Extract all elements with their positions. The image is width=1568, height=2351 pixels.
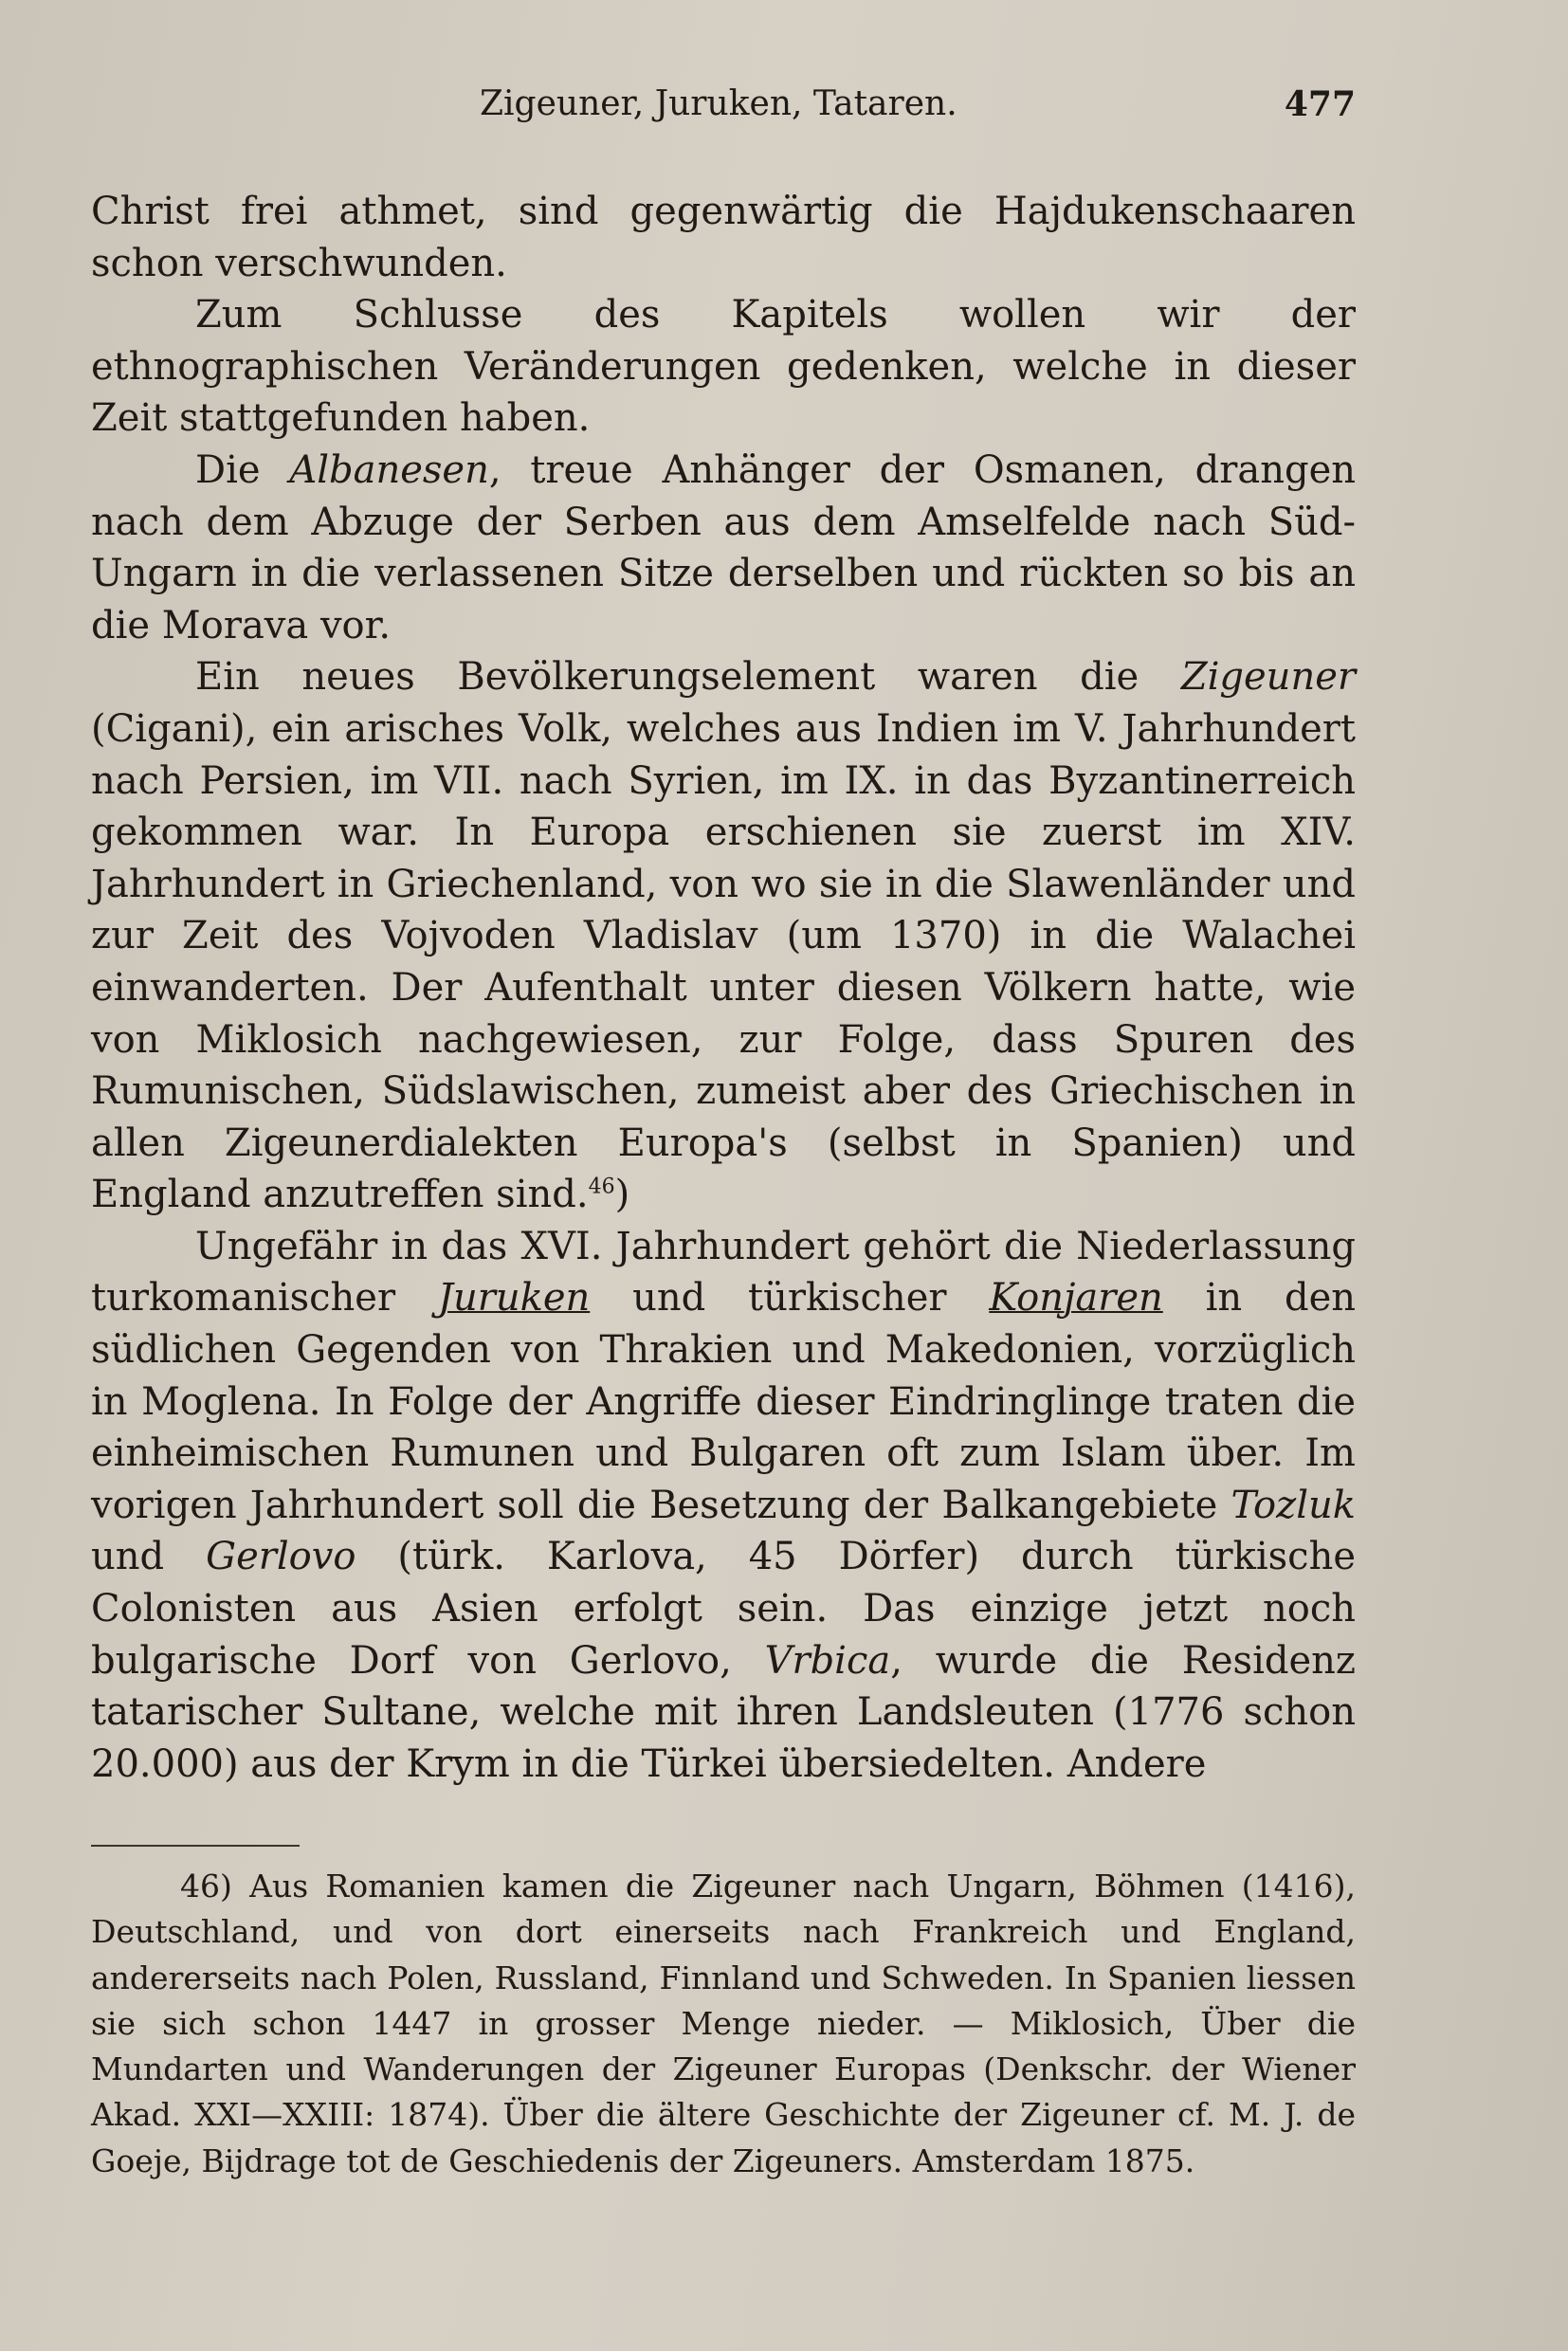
term-juruken-text: Juruken (437, 1276, 591, 1321)
paragraph-4 (91, 651, 1356, 1221)
footnote-46 (91, 1864, 1356, 2184)
term-konjaren (989, 1276, 1162, 1320)
term-vrbica: Vrbica (764, 1638, 891, 1683)
paragraph-2: Zum Schlusse des Kapitels wollen wir der ethnographischen Veränderungen gedenken, welche in dieser Zeit stattgefunden haben. (91, 293, 1356, 441)
footnote-divider (91, 1845, 300, 1847)
page-number: 477 (1284, 84, 1356, 124)
footnotes (91, 1864, 1356, 2184)
footnote-reference: 46 (588, 1175, 615, 1199)
p5-e: (türk. Karlova, 45 Dörfer) durch türkische Colonisten aus Asien erfolgt sein. Das einzige jetzt noch bulgarische Dorf von Gerlovo, (91, 1535, 1357, 1683)
p5-a: Ungefähr in das XVI. Jahrhundert gehört die Niederlassung turkomanischer (91, 1224, 1356, 1321)
paragraph-1: Christ frei athmet, sind gegenwärtig die Hajdukenschaaren schon verschwunden. (91, 190, 1356, 285)
paragraph-5 (91, 1221, 1356, 1791)
p3-rest: , treue Anhänger der Osmanen, drangen nach dem Abzuge der Serben aus dem Amselfelde nach Süd-Ungarn in die verlassenen Sitze derselben und rückten so bis an die Morava vor. (91, 447, 1356, 647)
term-tozluk: Tozluk (1231, 1483, 1356, 1527)
p3-prefix: Die (195, 447, 290, 492)
p5-d: und (91, 1535, 207, 1579)
term-juruken (438, 1276, 590, 1320)
body-text (91, 186, 1356, 1790)
paragraph-3 (91, 445, 1356, 651)
p4-rest: (Cigani), ein arisches Volk, welches aus Indien im V. Jahrhundert nach Persien, im VII. nach Syrien, im IX. in das Byzantinerreich gekommen war. In Europa erschienen sie zuerst im XIV. Jahrhundert in Griechenland, von wo sie in die Slawenländer und zur Zeit des Vojvoden Vladislav (um 1370) in die Walachei einwanderten. Der Aufenthalt unter diesen Völkern hatte, wie von Miklosich nachgewiesen, zur Folge, dass Spuren des Rumunischen, Südslawischen, zumeist aber des Griechischen in allen Zigeunerdialekten Europa's (selbst in Spanien) und England anzutreffen sind. (91, 706, 1356, 1217)
p5-c: in den südlichen Gegenden von Thrakien und Makedonien, vorzüglich in Moglena. In Folge der Angriffe dieser Eindringlinge traten die einheimischen Rumunen und Bulgaren oft zum Islam über. Im vorigen Jahrhundert soll die Besetzung der Balkangebiete (91, 1276, 1356, 1527)
p5-f: , wurde die Residenz tatarischer Sultane, welche mit ihren Landsleuten (1776 schon 20.000) aus der Krym in die Türkei übersiedelten. Andere (91, 1638, 1356, 1786)
p5-b: und türkischer (590, 1276, 990, 1321)
footnote-marker: 46) (180, 1868, 232, 1904)
running-title: Zigeuner, Juruken, Tataren. (480, 84, 957, 123)
footnote-text: Aus Romanien kamen die Zigeuner nach Ungarn, Böhmen (1416), Deutschland, und von dort einerseits nach Frankreich und England, andererseits nach Polen, Russland, Finnland und Schweden. In Spanien liessen sie sich schon 1447 in grosser Menge nieder. — Miklosich, Über die Mundarten und Wanderungen der Zigeuner Europas (Denkschr. der Wiener Akad. XXI—XXIII: 1874). Über die ältere Geschichte der Zigeuner cf. M. J. de Goeje, Bijdrage tot de Geschiedenis der Zigeuners. Amsterdam 1875. (91, 1868, 1356, 2179)
term-konjaren-text: Konjaren (989, 1276, 1163, 1321)
term-gerlovo: Gerlovo (206, 1535, 356, 1579)
term-albanesen: Albanesen (289, 447, 489, 492)
term-zigeuner: Zigeuner (1180, 655, 1356, 700)
p4-prefix: Ein neues Bevölkerungselement waren die (195, 655, 1181, 700)
p4-close: ) (614, 1173, 630, 1217)
